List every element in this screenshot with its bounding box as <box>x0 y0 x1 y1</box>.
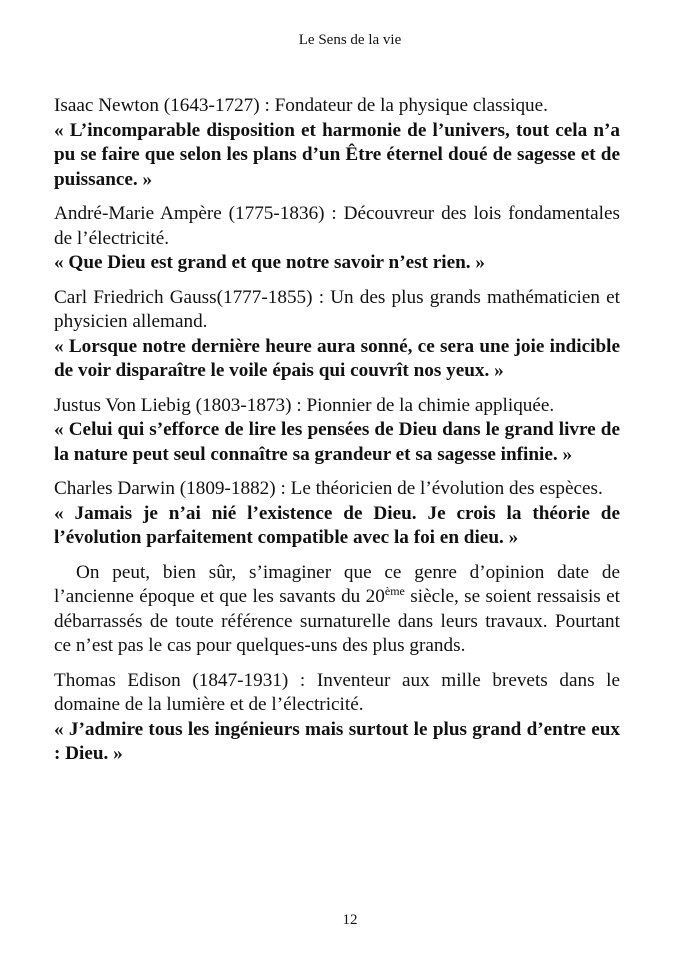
scientist-intro: Thomas Edison (1847-1931) : Inventeur aux mille brevets dans le domaine de la lumière et de l’électricité. <box>54 669 620 715</box>
quote-entry-edison <box>54 669 620 767</box>
scientist-intro: Carl Friedrich Gauss(1777-1855) : Un des plus grands mathématicien et physicien allemand. <box>54 286 620 332</box>
paragraph-text-after: siècle, se soient ressaisis et débarrassés de toute référence surnaturelle dans leurs travaux. Pourtant ce n’est pas le cas pour quelques-uns des plus grands. <box>54 586 620 656</box>
scientist-intro: Isaac Newton (1643-1727) : Fondateur de la physique classique. <box>54 95 548 116</box>
quote-entry-gauss <box>54 286 620 384</box>
scientist-quote: « J’admire tous les ingénieurs mais surtout le plus grand d’entre eux : Dieu. » <box>54 718 620 764</box>
quote-entry-darwin <box>54 477 620 551</box>
scientist-intro: Charles Darwin (1809-1882) : Le théoricien de l’évolution des espèces. <box>54 478 603 499</box>
scientist-quote: « Lorsque notre dernière heure aura sonné, ce sera une joie indicible de voir disparaître le voile épais qui couvrît nos yeux. » <box>54 335 620 381</box>
quote-entry-newton <box>54 94 620 192</box>
running-header: Le Sens de la vie <box>298 32 402 48</box>
page-number: 12 <box>342 912 358 928</box>
scientist-quote: « Que Dieu est grand et que notre savoir n’est rien. » <box>54 252 485 273</box>
quote-entry-ampere <box>54 202 620 276</box>
paragraph-text-before: On peut, bien sûr, s’imaginer que ce genre d’opinion date de l’ancienne époque et que les savants du 20 <box>54 561 620 607</box>
quote-entry-liebig <box>54 394 620 468</box>
scientist-intro: Justus Von Liebig (1803-1873) : Pionnier de la chimie appliquée. <box>54 394 555 416</box>
ordinal-superscript: ème <box>384 584 405 598</box>
scientist-quote: « Jamais je n’ai nié l’existence de Dieu. Je crois la théorie de l’évolution parfaitement compatible avec la foi en dieu. » <box>54 502 620 548</box>
scientist-intro: André-Marie Ampère (1775-1836) : Découvreur des lois fondamentales de l’électricité. <box>54 203 620 249</box>
scientist-quote: « L’incomparable disposition et harmonie de l’univers, tout cela n’a pu se faire que selon les plans d’un Être éternel doué de sagesse et de puissance. » <box>54 119 620 190</box>
page-body <box>54 94 620 777</box>
body-paragraph <box>54 561 620 659</box>
scientist-quote: « Celui qui s’efforce de lire les pensées de Dieu dans le grand livre de la nature peut seul connaître sa grandeur et sa sagesse infinie. » <box>54 419 620 465</box>
